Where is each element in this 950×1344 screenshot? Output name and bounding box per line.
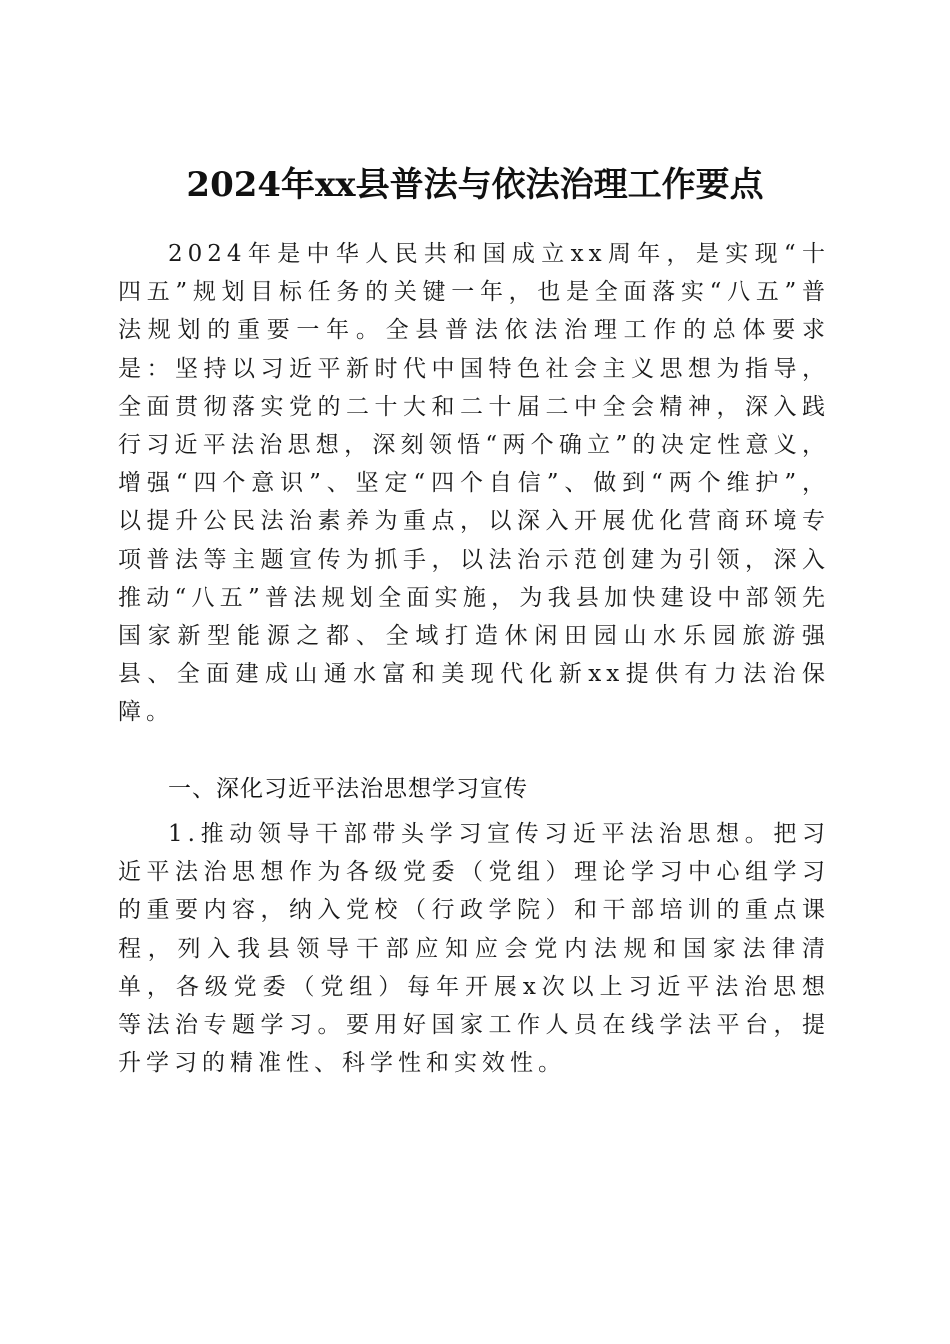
item-paragraph: 1.推动领导干部带头学习宣传习近平法治思想。把习近平法治思想作为各级党委（党组）理论学习中心组学习的重要内容，纳入党校（行政学院）和干部培训的重点课程，列入我县领导干部应知应会党内法规和国家法律清单，各级党委（党组）每年开展x次以上习近平法治思想等法治专题学习。要用好国家工作人员在线学法平台，提升学习的精准性、科学性和实效性。	[118, 821, 830, 1077]
section-heading: 一、深化习近平法治思想学习宣传	[168, 776, 528, 802]
document-title: 2024年xx县普法与依法治理工作要点	[186, 164, 764, 205]
intro-paragraph: 2024年是中华人民共和国成立xx周年，是实现“十四五”规划目标任务的关键一年，也是全面落实“八五”普法规划的重要一年。全县普法依法治理工作的总体要求是：坚持以习近平新时代中国特色社会主义思想为指导，全面贯彻落实党的二十大和二十届二中全会精神，深入践行习近平法治思想，深刻领悟“两个确立”的决定性意义，增强“四个意识”、坚定“四个自信”、做到“两个维护”，以提升公民法治素养为重点，以深入开展优化营商环境专项普法等主题宣传为抓手，以法治示范创建为引领，深入推动“八五”普法规划全面实施，为我县加快建设中部领先国家新型能源之都、全域打造休闲田园山水乐园旅游强县、全面建成山通水富和美现代化新xx提供有力法治保障。	[118, 241, 830, 726]
